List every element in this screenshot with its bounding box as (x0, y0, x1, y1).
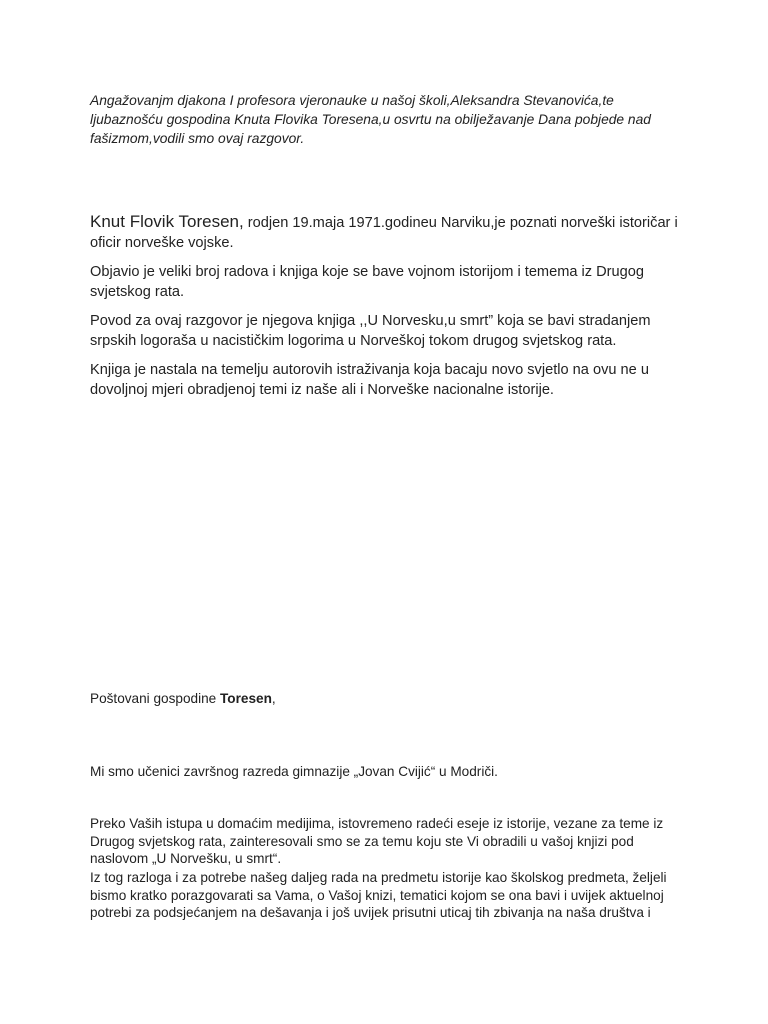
bio-paragraph-4: Knjiga je nastala na temelju autorovih istraživanja koja bacaju novo svjetlo na ovu ne u dovoljnoj mjeri obradjenoj temi iz naše ali i Norveške nacionalne istorije. (90, 362, 649, 398)
salutation-prefix: Poštovani gospodine (90, 691, 220, 706)
bio-paragraph-2: Objavio je veliki broj radova i knjiga koje se bave vojnom istorijom i temema iz Drugog svjetskog rata. (90, 264, 644, 300)
letter-body-paragraph-1: Preko Vaših istupa u domaćim medijima, istovremeno radeći eseje iz istorije, vezane za teme iz Drugog svjetskog rata, zainteresovali smo se za temu koju ste Vi obradili u vašoj knjizi pod naslovom „U Norvešku, u smrt“. (90, 816, 664, 866)
author-bio (90, 212, 680, 409)
bio-paragraph-1 (90, 212, 680, 253)
salutation-suffix: , (271, 691, 276, 706)
author-name: Knut Flovik Toresen, (90, 212, 244, 231)
bio-paragraph-1-text: rodjen 19.maja 1971.godineu Narviku,je poznati norveški istoričar i oficir norveške vojske. (90, 215, 678, 251)
intro-paragraph: Angažovanjm djakona I profesora vjeronauke u našoj školi,Aleksandra Stevanovića,te ljubaznošću gospodina Knuta Flovika Toresena,u osvrtu na obilježavanje Dana pobjede nad fašizmom,vodili smo ovaj razgovor. (90, 93, 651, 146)
salutation-name: Toresen (220, 691, 272, 706)
bio-paragraph-3: Povod za ovaj razgovor je njegova knjiga ,,U Norvesku,u smrt” koja se bavi stradanjem srpskih logoraša u nacističkim logorima u Norveškoj tokom drugog svjetskog rata. (90, 313, 651, 349)
letter-body-paragraph-2: Iz tog razloga i za potrebe našeg daljeg rada na predmetu istorije kao školskog predmeta, željeli bismo kratko porazgovarati sa Vama, o Vašoj knizi, tematici kojom se ona bavi i uvijek aktuelnoj potrebi za podsjećanjem na dešavanja i još uvijek prisutni uticaj tih zbivanja na naša društva i (90, 870, 667, 920)
letter-salutation (90, 690, 690, 708)
letter-students-line: Mi smo učenici završnog razreda gimnazije „Jovan Cvijić“ u Modriči. (90, 764, 498, 779)
